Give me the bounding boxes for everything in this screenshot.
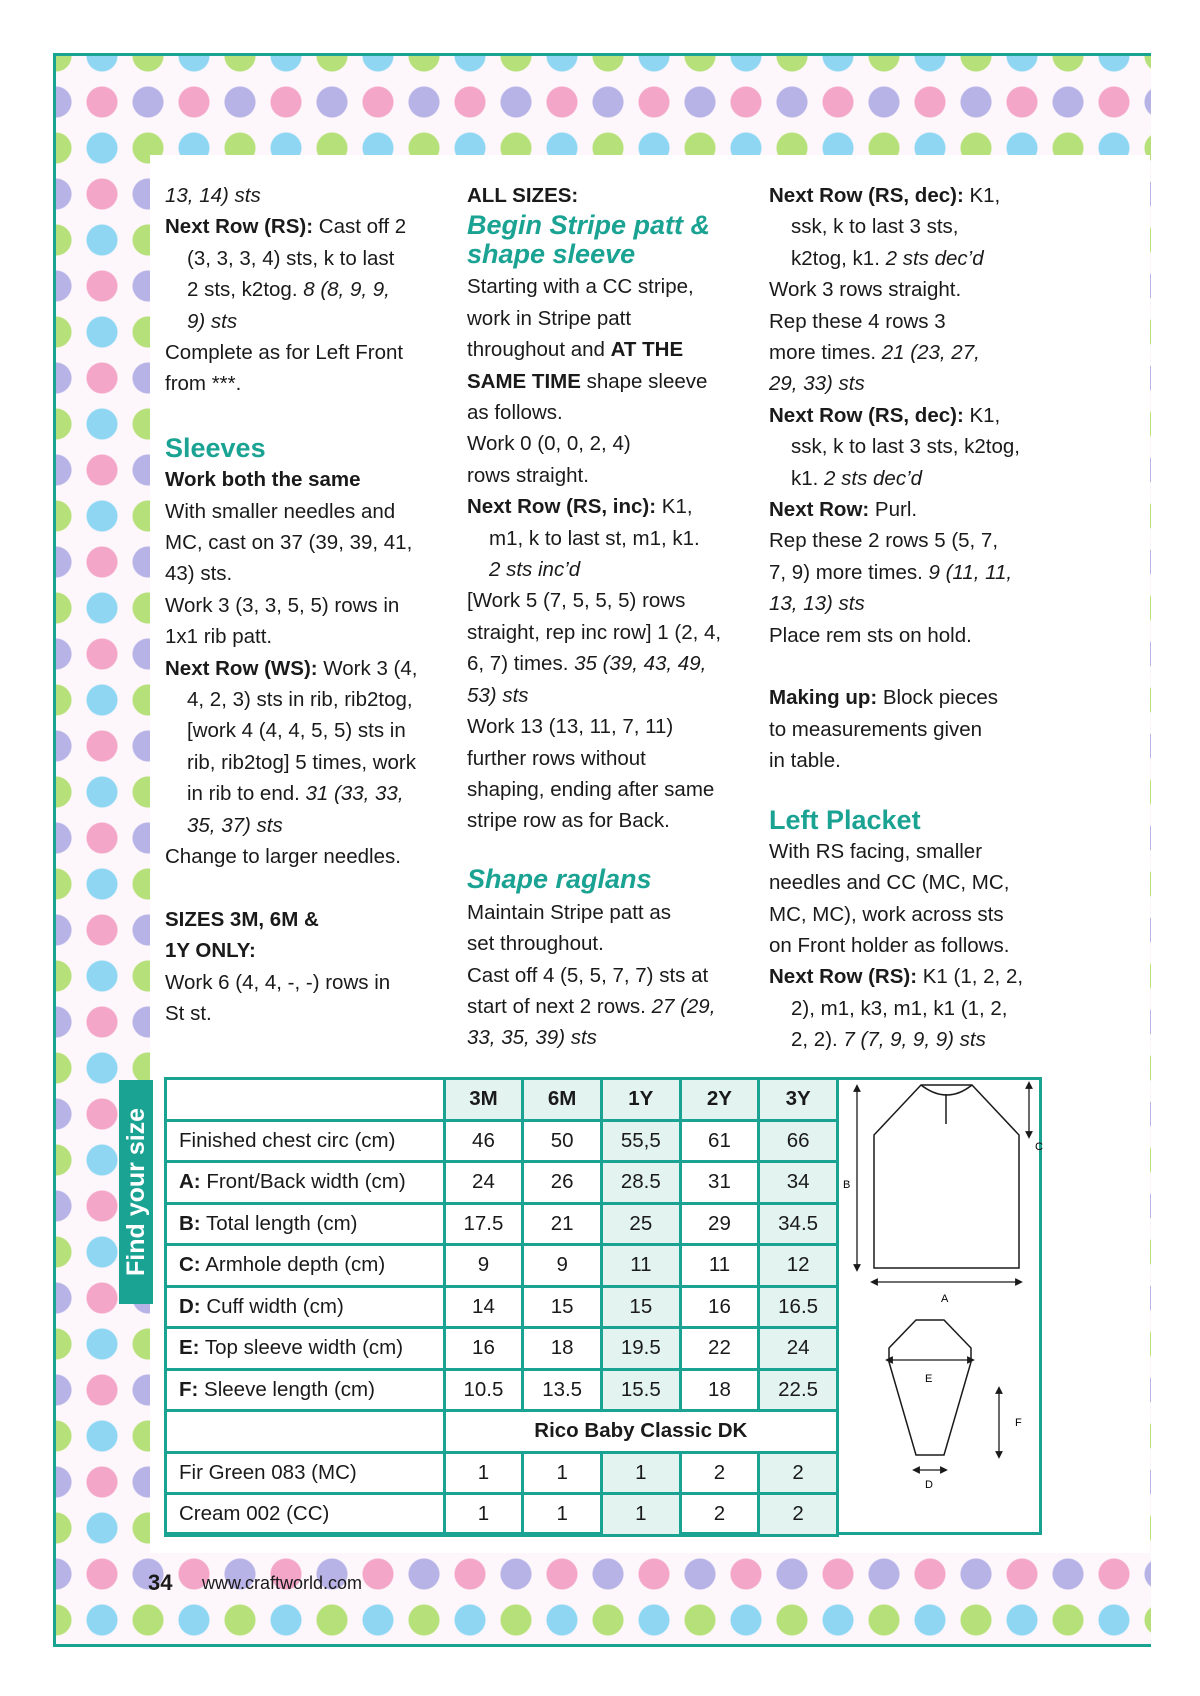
neckline <box>921 1085 972 1095</box>
instruction-line <box>769 557 1049 588</box>
row-label: Next Row: <box>769 498 870 522</box>
text-line: Starting with a CC stripe, <box>467 275 694 299</box>
table-cell: 2 <box>759 1452 838 1494</box>
table-cell: 14 <box>444 1286 523 1328</box>
label-f: F <box>1015 1417 1022 1429</box>
table-cell: 26 <box>523 1162 602 1204</box>
row-text: Purl. <box>869 498 918 522</box>
stitch-count: 35, 37) sts <box>187 813 283 837</box>
text-line: ssk, k to last 3 sts, k2tog, <box>791 435 1021 459</box>
stitch-count: 2 sts inc’d <box>489 558 581 582</box>
row-text: 6, 7) times. <box>467 652 575 676</box>
table-cell: 2 <box>680 1494 759 1536</box>
instruction-line <box>769 682 1049 713</box>
table-cell: 9 <box>523 1245 602 1287</box>
table-cell: 10.5 <box>444 1369 523 1411</box>
yarn-shade-label: Cream 002 (CC) <box>166 1494 445 1536</box>
text-line: Maintain Stripe patt as <box>467 900 671 924</box>
table-cell: 50 <box>523 1120 602 1162</box>
table-header-row <box>166 1079 838 1121</box>
table-cell: 1 <box>444 1452 523 1494</box>
measurement-label: F: Sleeve length (cm) <box>166 1369 445 1411</box>
text-line: (3, 3, 3, 4) sts, k to last <box>187 246 395 270</box>
instruction-line <box>769 1024 1049 1055</box>
section-heading-left-placket: Left Placket <box>769 804 921 835</box>
row-text: 7, 9) more times. <box>769 560 929 584</box>
table-cell: 66 <box>759 1120 838 1162</box>
row-label: Next Row (RS): <box>165 215 314 239</box>
table-row <box>166 1286 838 1328</box>
measurement-label: C: Armhole depth (cm) <box>166 1245 445 1287</box>
stitch-count: 8 (8, 9, 9, <box>303 278 390 302</box>
table-cell: 1 <box>444 1494 523 1536</box>
table-cell: 61 <box>680 1120 759 1162</box>
measurement-label: E: Top sleeve width (cm) <box>166 1328 445 1370</box>
text-line: ssk, k to last 3 sts, <box>791 215 959 239</box>
label-c: C <box>1035 1141 1043 1153</box>
text-line: 4, 2, 3) sts in rib, rib2tog, <box>187 688 413 712</box>
measurement-label: B: Total length (cm) <box>166 1203 445 1245</box>
label-e: E <box>925 1373 933 1385</box>
row-text: Block pieces <box>877 686 998 710</box>
row-text: k2tog, k1. <box>791 246 886 270</box>
sleeve-piece-outline <box>889 1320 971 1455</box>
table-cell <box>166 1079 445 1121</box>
table-cell: 18 <box>680 1369 759 1411</box>
text-line: shaping, ending after same <box>467 777 715 801</box>
text-line: in table. <box>769 749 841 773</box>
row-text: K1 (1, 2, 2, <box>917 965 1024 989</box>
text-line: rows straight. <box>467 463 589 487</box>
text-line: set throughout. <box>467 932 604 956</box>
table-cell: 13.5 <box>523 1369 602 1411</box>
instruction-line <box>769 494 1049 525</box>
text-line: Change to larger needles. <box>165 845 401 869</box>
instruction-line <box>467 648 747 679</box>
yarn-shade-label: Fir Green 083 (MC) <box>166 1452 445 1494</box>
text-line: to measurements given <box>769 717 983 741</box>
table-cell: 22.5 <box>759 1369 838 1411</box>
emphasis: AT THE <box>610 338 684 362</box>
text-line: work in Stripe patt <box>467 306 632 330</box>
stitch-count: 21 (23, 27, <box>881 341 980 365</box>
label-a: A <box>941 1293 949 1305</box>
emphasis: SAME TIME <box>467 369 581 393</box>
subheading: SIZES 3M, 6M & <box>165 907 319 931</box>
text-line: With RS facing, smaller <box>769 839 983 863</box>
table-cell: 29 <box>680 1203 759 1245</box>
text-line: m1, k to last st, m1, k1. <box>489 526 700 550</box>
text-line: 1x1 rib patt. <box>165 625 273 649</box>
table-cell: 1 <box>601 1452 680 1494</box>
text-line: 2), m1, k3, m1, k1 (1, 2, <box>791 996 1008 1020</box>
text-line: further rows without <box>467 746 646 770</box>
measurement-label: D: Cuff width (cm) <box>166 1286 445 1328</box>
row-label: Next Row (WS): <box>165 656 318 680</box>
size-header: 3Y <box>759 1079 838 1121</box>
table-cell: 55,5 <box>601 1120 680 1162</box>
stitch-count: 13, 13) sts <box>769 592 865 616</box>
stitch-count: 9) sts <box>187 309 238 333</box>
instruction-line <box>165 778 445 809</box>
table-cell: 16 <box>444 1328 523 1370</box>
stitch-count: 9 (11, 11, <box>928 560 1013 584</box>
text-line: Complete as for Left Front <box>165 341 404 365</box>
table-cell: 18 <box>523 1328 602 1370</box>
stitch-count: 35 (39, 43, 49, <box>574 652 707 676</box>
text-line: Rep these 4 rows 3 <box>769 309 946 333</box>
text-line: from ***. <box>165 372 242 396</box>
table-row <box>166 1452 838 1494</box>
row-label: Making up: <box>769 686 878 710</box>
instruction-line <box>467 334 747 365</box>
stitch-count: 7 (7, 9, 9, 9) sts <box>843 1028 986 1052</box>
section-heading-stripe: shape sleeve <box>467 239 636 270</box>
text-line: needles and CC (MC, MC, <box>769 871 1010 895</box>
table-cell: 17.5 <box>444 1203 523 1245</box>
instruction-line <box>467 366 747 397</box>
row-text: K1, <box>963 403 1001 427</box>
text-line: With smaller needles and <box>165 499 396 523</box>
row-text: more times. <box>769 341 882 365</box>
table-row <box>166 1203 838 1245</box>
table-row <box>166 1120 838 1162</box>
table-row <box>166 1494 838 1536</box>
table-cell: 24 <box>759 1328 838 1370</box>
row-label: Next Row (RS, dec): <box>769 403 964 427</box>
instruction-line <box>769 400 1049 431</box>
size-header: 2Y <box>680 1079 759 1121</box>
table-cell: 24 <box>444 1162 523 1204</box>
instruction-line <box>769 463 1049 494</box>
instruction-line <box>165 653 445 684</box>
table-cell: 12 <box>759 1245 838 1287</box>
instruction-line <box>769 961 1049 992</box>
stitch-count: 29, 33) sts <box>769 372 865 396</box>
text-line: as follows. <box>467 401 563 425</box>
table-row <box>166 1245 838 1287</box>
pattern-column-1 <box>165 180 445 1030</box>
text-line: Rep these 2 rows 5 (5, 7, <box>769 529 999 553</box>
size-header: 3M <box>444 1079 523 1121</box>
stitch-count: 31 (33, 33, <box>305 782 404 806</box>
size-header: 1Y <box>601 1079 680 1121</box>
row-text: K1, <box>963 184 1001 207</box>
text-line: Work 3 rows straight. <box>769 278 962 302</box>
table-row <box>166 1369 838 1411</box>
table-cell: 28.5 <box>601 1162 680 1204</box>
row-text: 2, 2). <box>791 1028 844 1052</box>
row-text: K1, <box>656 495 693 519</box>
table-cell <box>166 1411 445 1453</box>
text-line: straight, rep inc row] 1 (2, 4, <box>467 620 722 644</box>
table-cell: 2 <box>759 1494 838 1536</box>
label-d: D <box>925 1479 933 1491</box>
website-url: www.craftworld.com <box>202 1573 363 1593</box>
instruction-line <box>165 211 445 242</box>
table-cell: 22 <box>680 1328 759 1370</box>
label-b: B <box>843 1179 851 1191</box>
text-line: Work 3 (3, 3, 5, 5) rows in <box>165 593 400 617</box>
table-cell: 11 <box>601 1245 680 1287</box>
row-label: Next Row (RS): <box>769 965 918 989</box>
yarn-name: Rico Baby Classic DK <box>444 1411 837 1453</box>
stitch-count: 2 sts dec’d <box>885 246 984 270</box>
table-cell: 34.5 <box>759 1203 838 1245</box>
row-text: throughout and <box>467 338 611 362</box>
table-cell: 1 <box>523 1452 602 1494</box>
table-cell: 31 <box>680 1162 759 1204</box>
subheading: 1Y ONLY: <box>165 939 256 963</box>
subheading: ALL SIZES: <box>467 184 579 207</box>
row-text: Work 3 (4, <box>317 656 418 680</box>
table-cell: 16 <box>680 1286 759 1328</box>
text-line: MC, cast on 37 (39, 39, 41, <box>165 531 413 555</box>
garment-schematic <box>839 1080 1043 1532</box>
table-cell: 9 <box>444 1245 523 1287</box>
table-cell: 1 <box>523 1494 602 1536</box>
measurement-label: Finished chest circ (cm) <box>166 1120 445 1162</box>
text-line: stripe row as for Back. <box>467 809 670 833</box>
table-cell: 1 <box>601 1494 680 1536</box>
table-row <box>166 1328 838 1370</box>
table-cell: 46 <box>444 1120 523 1162</box>
text-line: Work 0 (0, 0, 2, 4) <box>467 432 631 456</box>
row-text: k1. <box>791 466 825 490</box>
text-line: [Work 5 (7, 5, 5, 5) rows <box>467 589 686 613</box>
yarn-header-row <box>166 1411 838 1453</box>
instruction-line <box>165 274 445 305</box>
size-header: 6M <box>523 1079 602 1121</box>
table-cell: 2 <box>680 1452 759 1494</box>
table-cell: 15.5 <box>601 1369 680 1411</box>
pattern-column-2 <box>467 180 747 1054</box>
table-cell: 19.5 <box>601 1328 680 1370</box>
instruction-line <box>769 337 1049 368</box>
text-line: on Front holder as follows. <box>769 933 1010 957</box>
section-heading-raglans: Shape raglans <box>467 863 652 894</box>
table-cell: 21 <box>523 1203 602 1245</box>
measurement-label: A: Front/Back width (cm) <box>166 1162 445 1204</box>
table-cell: 15 <box>523 1286 602 1328</box>
instruction-line <box>467 991 747 1022</box>
table-cell: 25 <box>601 1203 680 1245</box>
section-heading-stripe: Begin Stripe patt & <box>467 210 711 241</box>
table-cell: 34 <box>759 1162 838 1204</box>
table-cell: 16.5 <box>759 1286 838 1328</box>
row-text: shape sleeve <box>580 369 708 393</box>
row-label: Next Row (RS, inc): <box>467 495 657 519</box>
stitch-count: 33, 35, 39) sts <box>467 1026 597 1050</box>
find-your-size-label: Find your size <box>122 1107 150 1277</box>
table-cell: 11 <box>680 1245 759 1287</box>
table-cell: 15 <box>601 1286 680 1328</box>
section-heading-sleeves: Sleeves <box>165 433 266 464</box>
row-text: in rib to end. <box>187 782 306 806</box>
table-row <box>166 1162 838 1204</box>
text-line: St st. <box>165 1002 212 1026</box>
page-number: 34 <box>148 1570 173 1595</box>
row-text: Cast off 2 <box>313 215 407 239</box>
stitch-count: 27 (29, <box>651 994 716 1018</box>
text-line: rib, rib2tog] 5 times, work <box>187 750 416 774</box>
row-text: 2 sts, k2tog. <box>187 278 304 302</box>
text-line: Place rem sts on hold. <box>769 623 972 647</box>
instruction-line <box>769 180 1049 211</box>
text-line: Work 13 (13, 11, 7, 11) <box>467 715 674 739</box>
text-line: 43) sts. <box>165 562 233 586</box>
text-line: Work 6 (4, 4, -, -) rows in <box>165 970 391 994</box>
stitch-count: 53) sts <box>467 683 529 707</box>
instruction-line <box>769 243 1049 274</box>
text-line: [work 4 (4, 4, 5, 5) sts in <box>187 719 406 743</box>
instruction-line <box>467 491 747 522</box>
text-line: MC, MC), work across sts <box>769 902 1004 926</box>
pattern-column-3 <box>769 180 1049 1056</box>
row-label: Next Row (RS, dec): <box>769 184 964 207</box>
row-text: start of next 2 rows. <box>467 994 652 1018</box>
stitch-count: 2 sts dec’d <box>824 466 923 490</box>
size-table <box>164 1077 839 1537</box>
subheading: Work both the same <box>165 468 361 492</box>
text-line: Cast off 4 (5, 5, 7, 7) sts at <box>467 963 709 987</box>
text-line: 13, 14) sts <box>165 184 261 207</box>
